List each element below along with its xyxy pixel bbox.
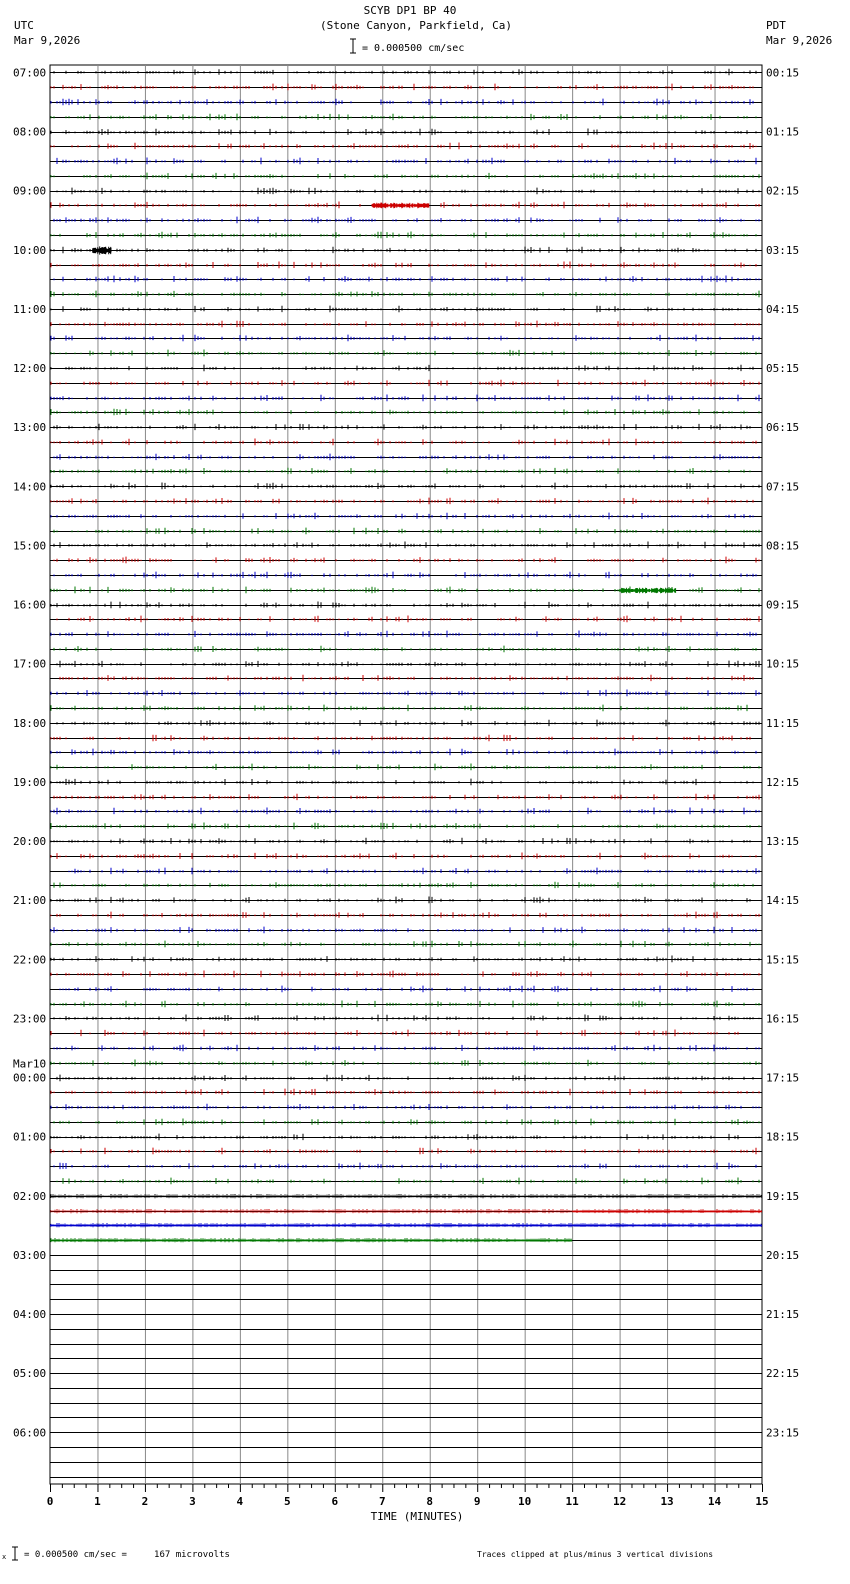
utc-hour-label: 18:00: [13, 716, 47, 730]
pdt-hour-label: 01:15: [766, 125, 800, 139]
trace-noise: [51, 129, 756, 136]
utc-hour-label: 03:00: [13, 1248, 47, 1262]
trace-noise: [51, 602, 759, 609]
trace-noise: [51, 823, 759, 830]
trace-noise: [51, 99, 753, 106]
x-tick-label: 14: [707, 1495, 722, 1508]
trace-noise: [51, 468, 750, 474]
trace-noise: [57, 720, 759, 727]
utc-hour-label: 16:00: [13, 598, 47, 612]
trace-noise: [51, 1001, 759, 1008]
pdt-hour-label: 10:15: [766, 657, 800, 671]
x-tick-label: 4: [236, 1495, 244, 1508]
trace-noise: [60, 675, 753, 682]
trace-noise: [51, 143, 756, 150]
trace-noise: [51, 631, 756, 638]
trace-noise: [51, 1030, 738, 1037]
trace-noise: [51, 1134, 759, 1141]
trace-noise: [54, 528, 759, 535]
utc-hour-label: 17:00: [13, 657, 47, 671]
trace-noise: [51, 350, 759, 357]
trace-noise: [54, 794, 759, 800]
trace-noise: [51, 483, 759, 490]
trace-noise: [51, 927, 756, 934]
trace-noise: [51, 735, 750, 742]
trace-noise: [51, 1104, 759, 1110]
footer-scale-note: = 0.000500 cm/sec = 167 microvolts: [24, 1550, 230, 1560]
trace-noise: [51, 439, 756, 446]
x-tick-label: 2: [141, 1495, 149, 1508]
pdt-hour-label: 20:15: [766, 1248, 800, 1262]
svg-text:x: x: [2, 1553, 7, 1561]
trace-noise: [51, 941, 759, 948]
station-title: SCYB DP1 BP 40: [363, 4, 457, 17]
trace-noise: [51, 409, 759, 416]
trace-noise: [51, 705, 747, 712]
trace-noise: [51, 498, 753, 505]
trace-noise: [54, 542, 759, 549]
pdt-hour-label: 03:15: [766, 243, 800, 257]
utc-hour-label: 09:00: [13, 184, 47, 198]
trace-noise: [51, 335, 759, 342]
utc-hour-label: 06:00: [13, 1426, 47, 1440]
trace-noise: [51, 365, 753, 372]
trace-noise: [51, 291, 759, 298]
trace-noise: [51, 779, 753, 786]
trace-noise: [57, 661, 759, 668]
trace-noise: [51, 749, 756, 756]
right-timezone: PDT: [766, 19, 786, 32]
station-location: (Stone Canyon, Parkfield, Ca): [319, 19, 513, 32]
trace-noise: [51, 262, 756, 269]
utc-hour-label: 19:00: [13, 775, 47, 789]
x-tick-label: 7: [378, 1495, 386, 1508]
x-tick-label: 15: [755, 1495, 769, 1508]
left-timezone: UTC: [14, 19, 34, 32]
x-tick-label: 0: [46, 1495, 54, 1508]
trace-noise: [51, 1060, 759, 1067]
trace-noise: [51, 1238, 571, 1242]
trace-noise: [54, 276, 759, 283]
trace-noise: [51, 1089, 759, 1096]
trace-noise: [54, 1119, 759, 1126]
trace-noise: [51, 114, 756, 121]
pdt-hour-label: 18:15: [766, 1130, 800, 1144]
utc-hour-label: 14:00: [13, 480, 47, 494]
utc-hour-label: 01:00: [13, 1130, 47, 1144]
utc-hour-label: 00:00: [13, 1071, 47, 1085]
seismic-event-trace: [373, 203, 429, 209]
trace-noise: [51, 838, 750, 844]
x-axis-label: TIME (MINUTES): [370, 1510, 464, 1523]
pdt-hour-label: 16:15: [766, 1012, 800, 1026]
pdt-hour-label: 22:15: [766, 1367, 800, 1381]
trace-noise: [54, 882, 753, 888]
x-tick-label: 12: [612, 1495, 627, 1508]
x-tick-label: 1: [94, 1495, 101, 1508]
trace-noise: [51, 306, 759, 313]
trace-noise: [57, 188, 759, 195]
left-date: Mar 9,2026: [14, 34, 81, 47]
trace-noise: [51, 690, 759, 697]
trace-noise: [54, 424, 750, 430]
trace-noise: [51, 808, 759, 815]
right-date: Mar 9,2026: [766, 34, 833, 47]
utc-hour-label: 12:00: [13, 362, 47, 376]
trace-noise: [54, 572, 756, 579]
x-tick-label: 11: [565, 1495, 579, 1508]
pdt-hour-label: 04:15: [766, 302, 800, 316]
trace-noise: [51, 853, 756, 860]
utc-hour-label: 05:00: [13, 1367, 47, 1381]
trace-noise: [51, 84, 753, 91]
trace-noise: [57, 1178, 759, 1185]
pdt-hour-label: 11:15: [766, 716, 800, 730]
trace-noise: [51, 971, 759, 978]
trace-noise: [54, 217, 759, 224]
trace-noise: [54, 557, 759, 564]
trace-noise: [69, 868, 759, 875]
pdt-hour-label: 13:15: [766, 835, 800, 849]
pdt-hour-label: 21:15: [766, 1308, 800, 1322]
trace-noise: [54, 646, 756, 653]
utc-hour-label: 08:00: [13, 125, 47, 139]
pdt-hour-label: 12:15: [766, 775, 800, 789]
x-tick-label: 9: [473, 1495, 481, 1508]
trace-noise: [51, 912, 759, 919]
trace-noise: [51, 956, 759, 963]
trace-noise: [51, 232, 756, 239]
trace-noise: [51, 247, 756, 254]
x-tick-label: 6: [331, 1495, 339, 1508]
utc-hour-label: 13:00: [13, 421, 47, 435]
trace-noise: [51, 321, 759, 328]
trace-noise: [51, 897, 750, 904]
seismic-event-trace: [93, 246, 111, 254]
utc-hour-label: 15:00: [13, 539, 47, 553]
trace-noise: [54, 454, 759, 461]
trace-noise: [54, 69, 756, 76]
pdt-hour-label: 09:15: [766, 598, 800, 612]
trace-noise: [51, 380, 759, 387]
pdt-hour-label: 17:15: [766, 1071, 800, 1085]
plot-frame: [50, 65, 762, 1484]
utc-hour-label: 10:00: [13, 243, 47, 257]
trace-noise: [54, 1015, 759, 1022]
pdt-hour-label: 14:15: [766, 894, 800, 908]
trace-noise: [51, 764, 759, 771]
trace-noise: [57, 158, 756, 165]
trace-noise: [60, 986, 753, 993]
utc-hour-label: 02:00: [13, 1189, 47, 1203]
x-tick-label: 5: [284, 1495, 291, 1508]
utc-hour-label: 22:00: [13, 953, 47, 967]
trace-noise: [51, 1148, 759, 1155]
pdt-hour-label: 02:15: [766, 184, 800, 198]
pdt-hour-label: 19:15: [766, 1189, 800, 1203]
pdt-hour-label: 07:15: [766, 480, 800, 494]
utc-hour-label: 07:00: [13, 66, 47, 80]
utc-hour-label: 23:00: [13, 1012, 47, 1026]
utc-hour-label: 21:00: [13, 894, 47, 908]
trace-noise: [51, 395, 759, 402]
trace-noise: [54, 1045, 759, 1052]
utc-hour-label: 11:00: [13, 302, 47, 316]
x-tick-label: 10: [518, 1495, 532, 1508]
pdt-hour-label: 00:15: [766, 66, 800, 80]
utc-hour-label: 04:00: [13, 1308, 47, 1322]
x-tick-label: 3: [189, 1495, 196, 1508]
trace-noise: [54, 1163, 756, 1170]
seismic-event-trace: [620, 588, 676, 594]
pdt-hour-label: 08:15: [766, 539, 800, 553]
footer-clip-note: Traces clipped at plus/minus 3 vertical divisions: [477, 1550, 714, 1559]
trace-noise: [51, 513, 753, 520]
utc-hour-label: 20:00: [13, 835, 47, 849]
trace-noise: [51, 173, 759, 180]
pdt-hour-label: 05:15: [766, 362, 800, 376]
pdt-hour-label: 06:15: [766, 421, 800, 435]
utc-date-label: Mar10: [13, 1057, 47, 1071]
pdt-hour-label: 15:15: [766, 953, 800, 967]
trace-noise: [57, 1075, 753, 1082]
trace-noise: [57, 616, 759, 623]
pdt-hour-label: 23:15: [766, 1426, 800, 1440]
x-tick-label: 8: [426, 1495, 434, 1508]
footer-scale-icon: [2, 1546, 22, 1562]
x-tick-label: 13: [660, 1495, 674, 1508]
scale-label: = 0.000500 cm/sec: [362, 43, 465, 54]
